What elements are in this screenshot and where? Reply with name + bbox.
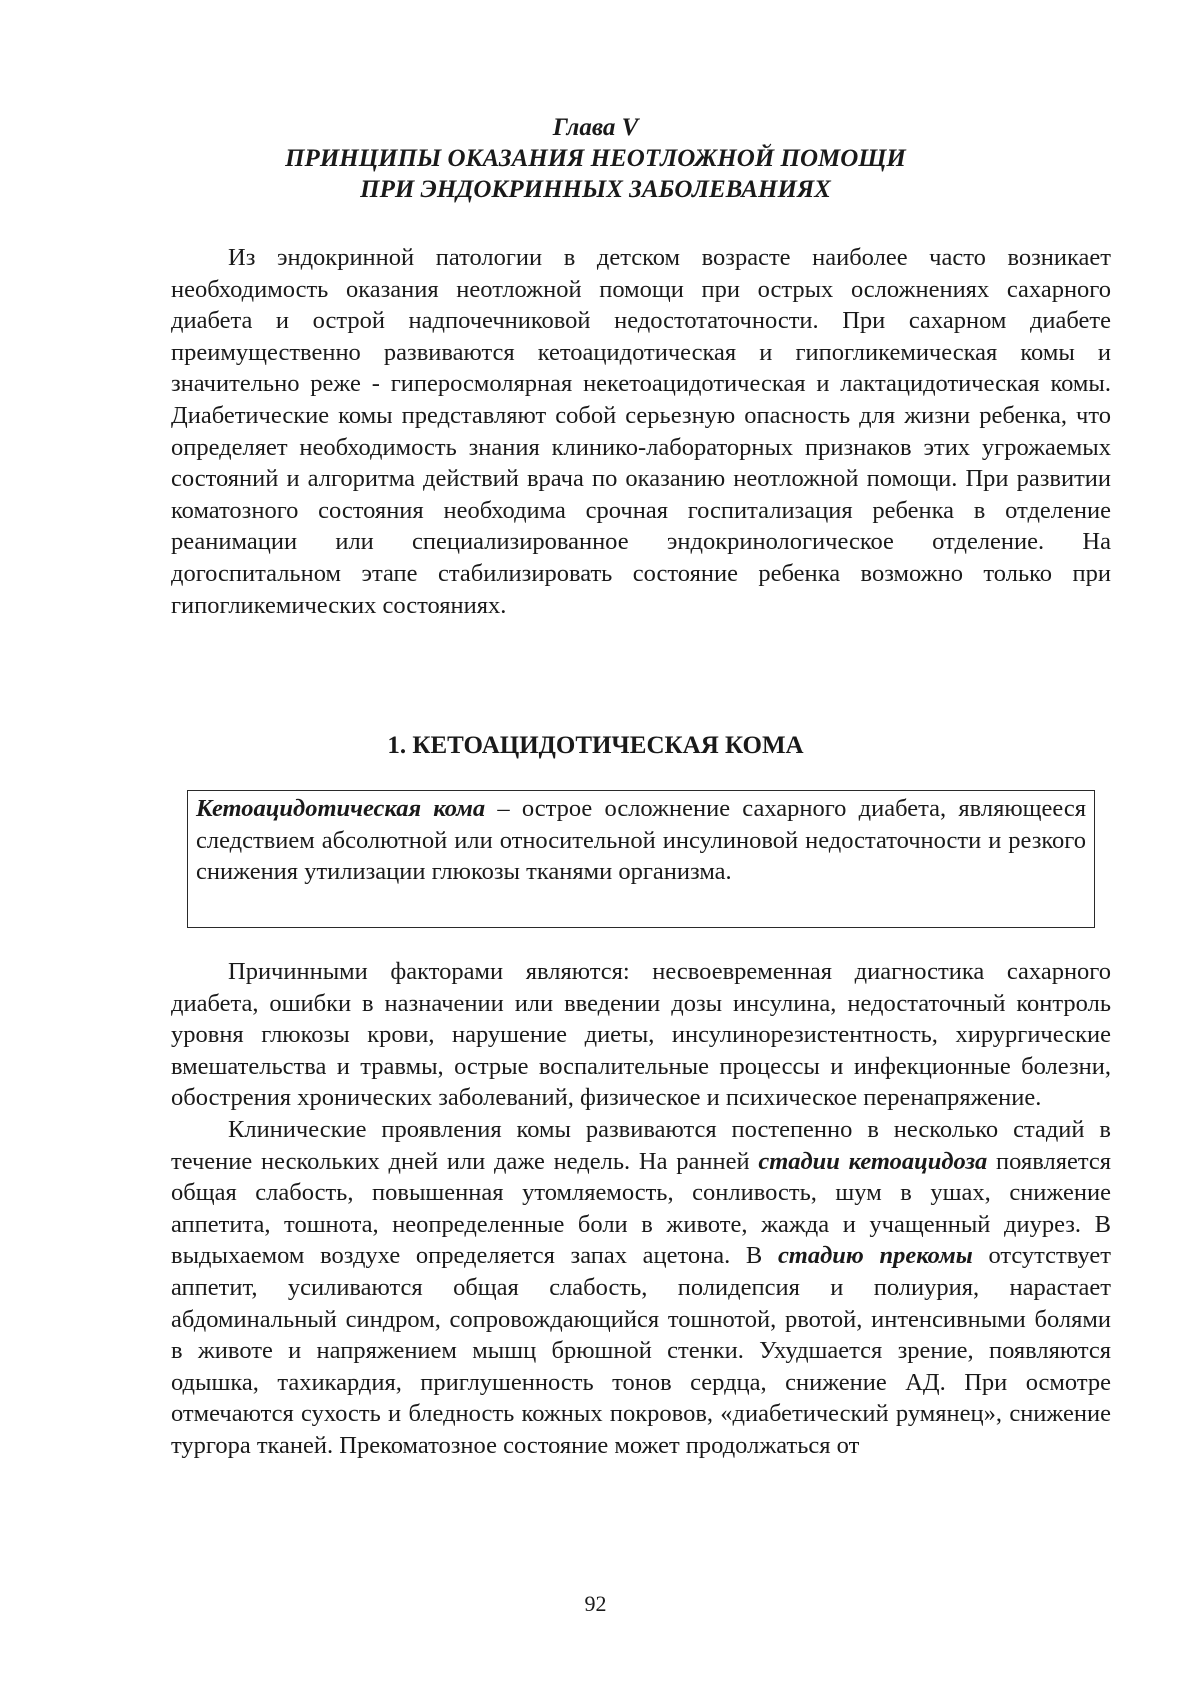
clinic-text-2: появляется общая слабость, повышенная утомляемость, сонливость, шум в ушах, снижение аппетита, тошнота, неопределенные боли в животе, жажда и учащенный диурез. В выдыхаемом воздухе определяется запах ацетона. В [171, 1147, 1111, 1270]
definition-text: – острое осложнение сахарного диабета, являющееся следствием абсолютной или относительной инсулиновой недостаточности и резкого снижения утилизации глюкозы тканями организма. [196, 795, 1087, 886]
chapter-title-line-1: ПРИНЦИПЫ ОКАЗАНИЯ НЕОТЛОЖНОЙ ПОМОЩИ [285, 145, 906, 172]
causes-paragraph: Причинными факторами являются: несвоевременная диагностика сахарного диабета, ошибки в назначении или введении дозы инсулина, недостаточный контроль уровня глюкозы крови, нарушение диеты, инсулинорезистентность, хирургические вмешательства и травмы, острые воспалительные процессы и инфекционные болезни, обострения хронических заболеваний, физическое и психическое перенапряжение. [171, 958, 1111, 1112]
body-section [171, 956, 1111, 1462]
chapter-label: Глава V [552, 114, 639, 141]
definition-term: Кетоацидотическая кома [196, 795, 486, 822]
clinic-paragraph [171, 1114, 1111, 1462]
clinic-text-3: отсутствует аппетит, усиливаются общая слабость, полидепсия и полиурия, нарастает абдоминальный синдром, сопровождающийся тошнотой, рвотой, интенсивными болями в животе и напряжением мышц брюшной стенки. Ухудшается зрение, появляются одышка, тахикардия, приглушенность тонов сердца, снижение АД. При осмотре отмечаются сухость и бледность кожных покровов, «диабетический румянец», снижение тургора тканей. Прекоматозное состояние может продолжаться от [171, 1242, 1112, 1459]
clinic-emphasis-precoma: стадию прекомы [777, 1242, 973, 1270]
section-title: 1. КЕТОАЦИДОТИЧЕСКАЯ КОМА [387, 732, 804, 759]
clinic-emphasis-ketoacidosis: стадии кетоацидоза [758, 1147, 988, 1175]
intro-paragraph: Из эндокринной патологии в детском возрасте наиболее часто возникает необходимость оказания неотложной помощи при острых осложнениях сахарного диабета и острой надпочечниковой недостотаточности. При сахарном диабете преимущественно развиваются кетоацидотическая и гипогликемическая комы и значительно реже - гиперосмолярная некетоацидотическая и лактацидотическая комы. Диабетические комы представляют собой серьезную опасность для жизни ребенка, что определяет необходимость знания клинико-лабораторных признаков этих угрожаемых состояний и алгоритма действий врача по оказанию неотложной помощи. При развитии коматозного состояния необходима срочная госпитализация ребенка в отделение реанимации или специализированное эндокринологическое отделение. На догоспитальном этапе стабилизировать состояние ребенка возможно только при гипогликемических состояниях. [171, 244, 1111, 619]
intro-section [171, 242, 1111, 621]
page-number: 92 [584, 1591, 607, 1616]
definition-box [187, 790, 1095, 928]
chapter-title-line-2: ПРИ ЭНДОКРИННЫХ ЗАБОЛЕВАНИЯХ [360, 176, 831, 203]
clinic-text-1: Клинические проявления комы развиваются постепенно в несколько стадий в течение нескольких дней или даже недель. На ранней [171, 1115, 1111, 1175]
chapter-header [0, 112, 1191, 205]
